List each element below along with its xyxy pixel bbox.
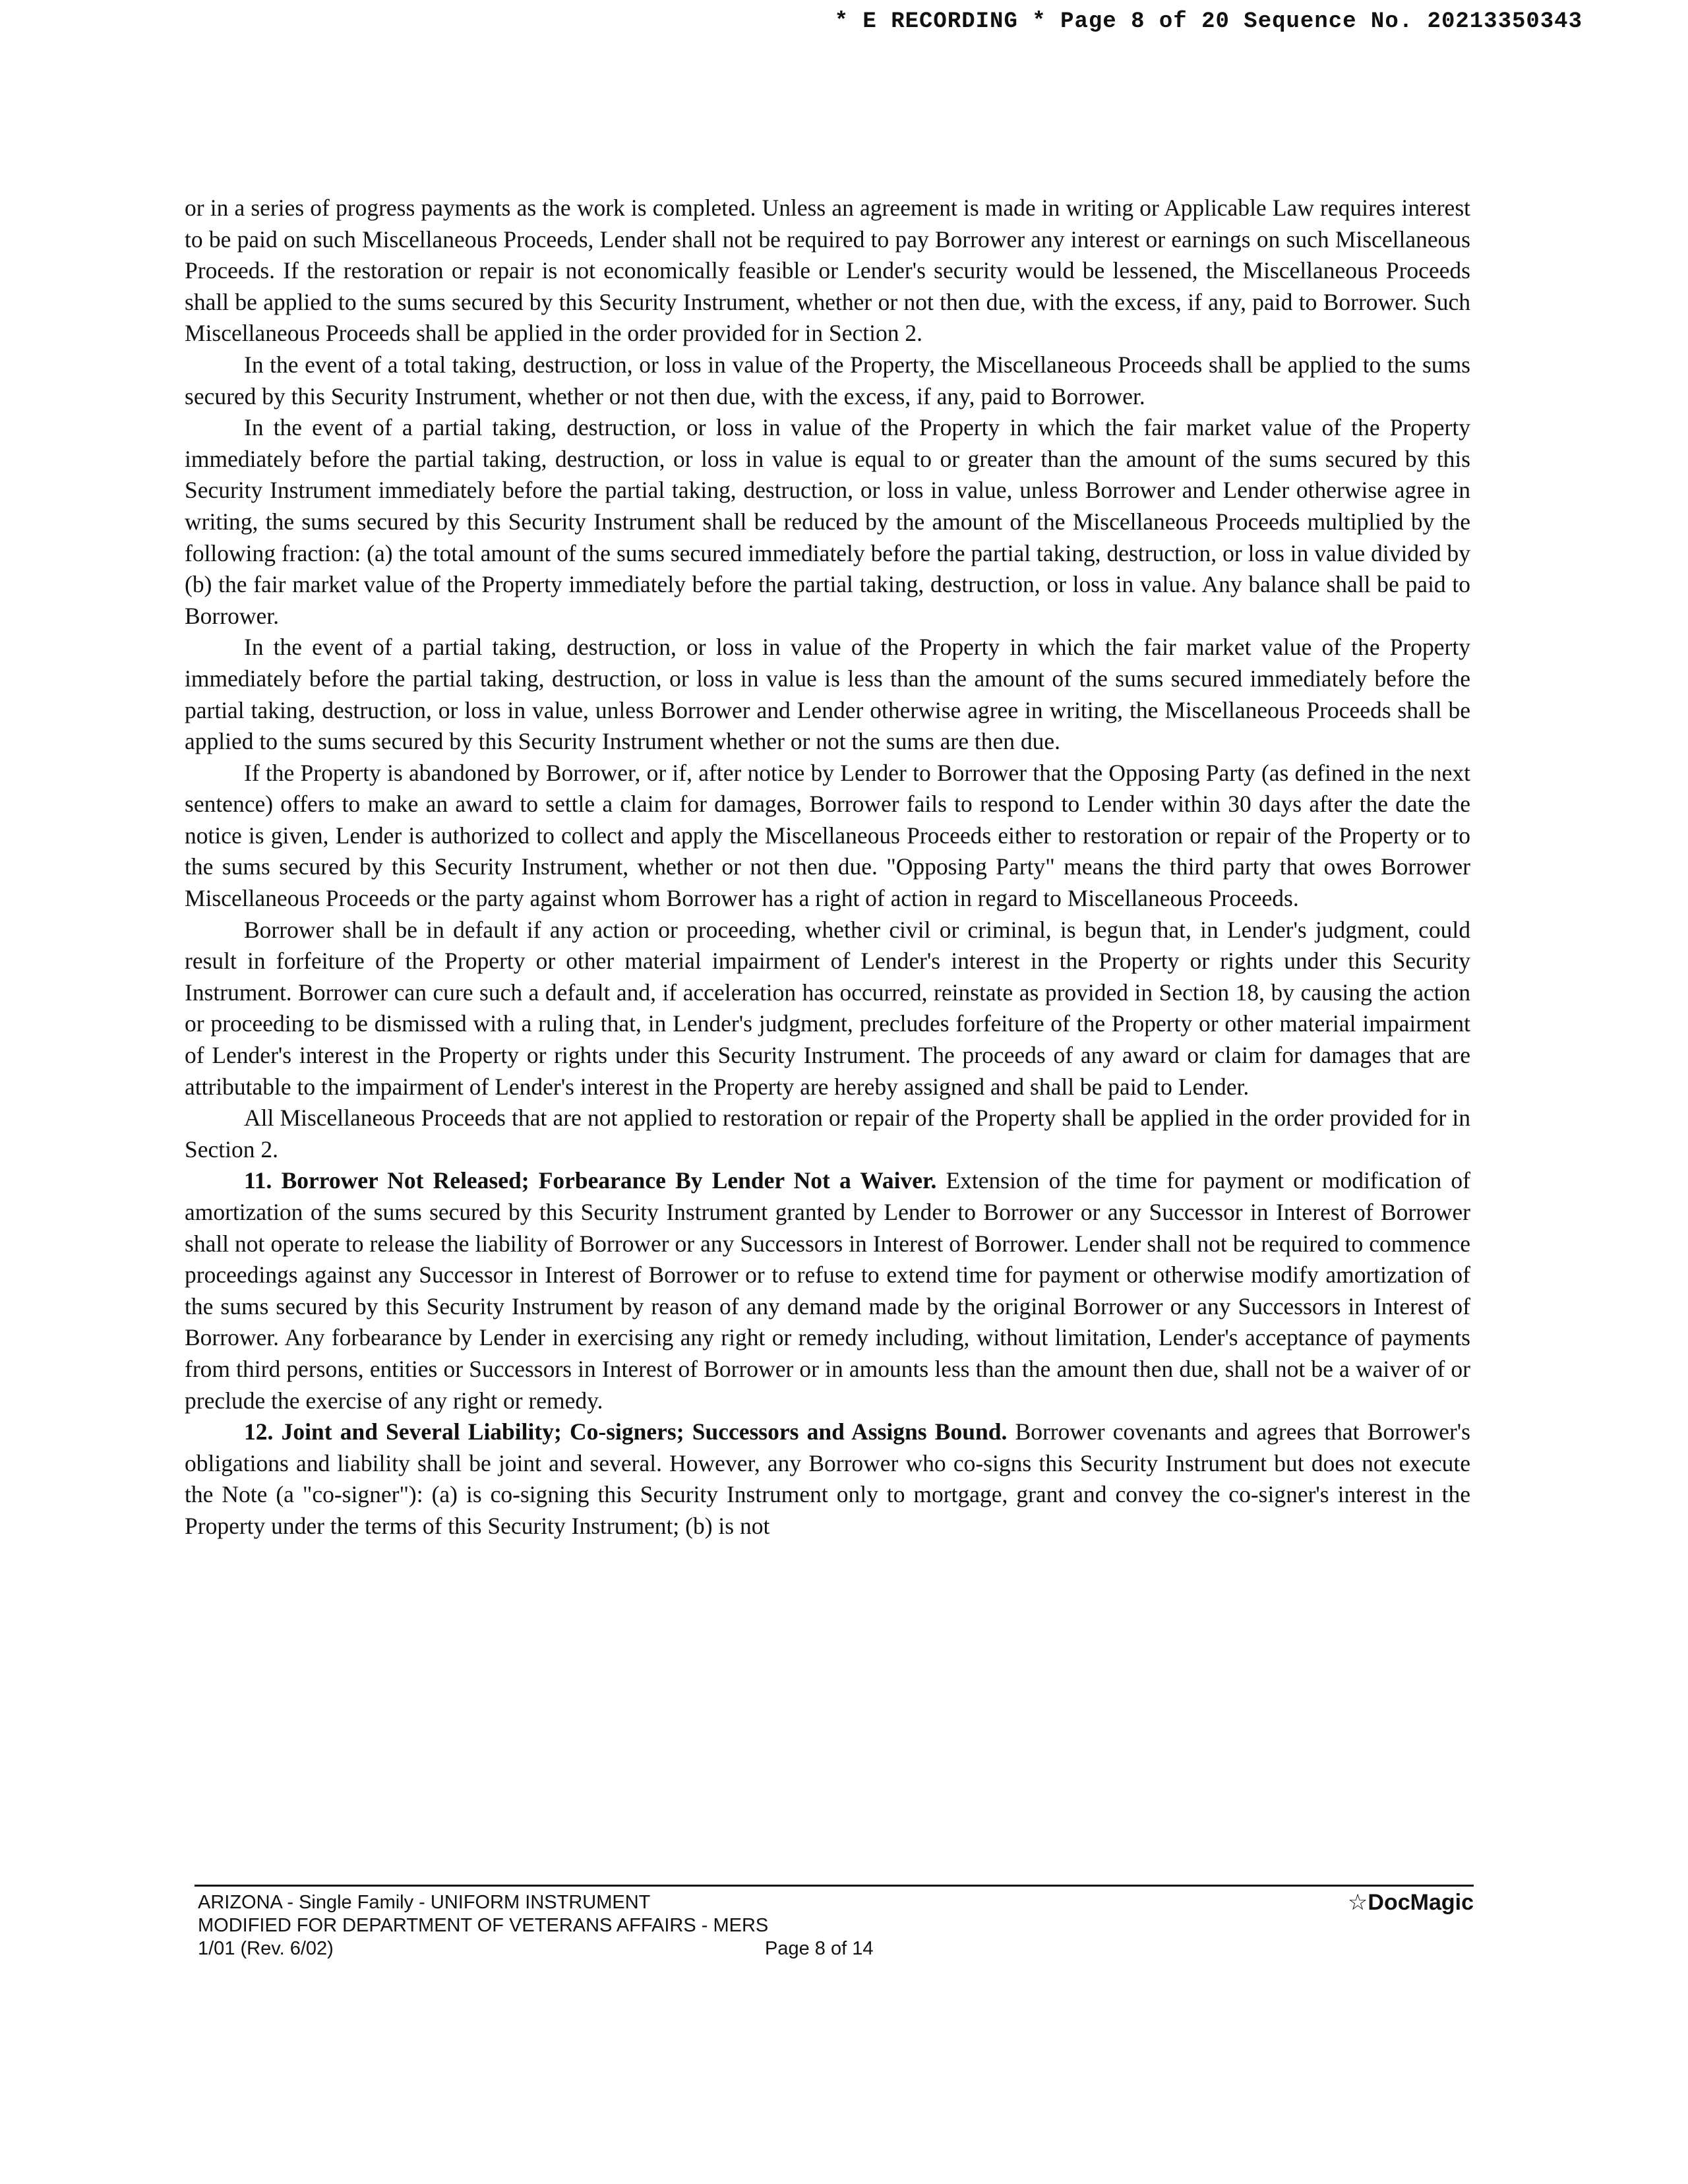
section-11-heading: 11. Borrower Not Released; Forbearance By Lender Not a Waiver. [244,1167,937,1194]
docmagic-logo [1348,1891,1474,1914]
paragraph-remaining-proceeds: All Miscellaneous Proceeds that are not applied to restoration or repair of the Property shall be applied in the order provided for in Section 2. [185,1105,1470,1163]
section-12-heading: 12. Joint and Several Liability; Co-signers; Successors and Assigns Bound. [244,1418,1008,1445]
footer-form-line-1: ARIZONA - Single Family - UNIFORM INSTRUMENT [198,1892,651,1913]
footer-form-line-3: 1/01 (Rev. 6/02) [198,1938,334,1959]
section-12 [185,1416,1470,1542]
paragraph-abandoned-property: If the Property is abandoned by Borrower, or if, after notice by Lender to Borrower that the Opposing Party (as defined in the next sentence) offers to make an award to settle a claim for damages, Borrower fails to respond to Lender within 30 days after the date the notice is given, Lender is authorized to collect and apply the Miscellaneous Proceeds either to restoration or repair of the Property or to the sums secured by this Security Instrument, whether or not then due. "Opposing Party" means the third party that owes Borrower Miscellaneous Proceeds or the party against whom Borrower has a right of action in regard to Miscellaneous Proceeds. [185,759,1470,912]
recording-stamp: * E RECORDING * Page 8 of 20 Sequence No. 20213350343 [834,9,1582,34]
footer-page-number: Page 8 of 14 [765,1938,874,1959]
section-11 [185,1165,1470,1416]
page-footer [198,1891,1474,1960]
footer-form-line-2: MODIFIED FOR DEPARTMENT OF VETERANS AFFAIRS - MERS [198,1915,769,1936]
section-12-text: Borrower covenants and agrees that Borrower's obligations and liability shall be joint and several. However, any Borrower who co-signs this Security Instrument but does not execute the Note (a "co-signer"): (a) is co-signing this Security Instrument only to mortgage, grant and convey the co-signer's interest in the Property under the terms of this Security Instrument; (b) is not [185,1418,1470,1539]
paragraph-partial-taking-less: In the event of a partial taking, destruction, or loss in value of the Property in which the fair market value of the Property immediately before the partial taking, destruction, or loss in value is less than the amount of the sums secured immediately before the partial taking, destruction, or loss in value, unless Borrower and Lender otherwise agree in writing, the Miscellaneous Proceeds shall be applied to the sums secured by this Security Instrument whether or not the sums are then due. [185,634,1470,755]
section-11-text: Extension of the time for payment or modification of amortization of the sums secured by this Security Instrument granted by Lender to Borrower or any Successor in Interest of Borrower shall not operate to release the liability of Borrower or any Successors in Interest of Borrower. Lender shall not be required to commence proceedings against any Successor in Interest of Borrower or to refuse to extend time for payment or otherwise modify amortization of the sums secured by this Security Instrument by reason of any demand made by the original Borrower or any Successors in Interest of Borrower. Any forbearance by Lender in exercising any right or remedy including, without limitation, Lender's acceptance of payments from third persons, entities or Successors in Interest of Borrower or in amounts less than the amount then due, shall not be a waiver of or preclude the exercise of any right or remedy. [185,1167,1470,1414]
footer-divider [195,1885,1474,1887]
paragraph-total-taking: In the event of a total taking, destruction, or loss in value of the Property, the Miscellaneous Proceeds shall be applied to the sums secured by this Security Instrument, whether or not then due, with the excess, if any, paid to Borrower. [185,351,1470,410]
document-body [185,193,1470,1542]
paragraph-borrower-default: Borrower shall be in default if any action or proceeding, whether civil or criminal, is begun that, in Lender's judgment, could result in forfeiture of the Property or other material impairment of Lender's interest in the Property or rights under this Security Instrument. Borrower can cure such a default and, if acceleration has occurred, reinstate as provided in Section 18, by causing the action or proceeding to be dismissed with a ruling that, in Lender's judgment, precludes forfeiture of the Property or other material impairment of Lender's interest in the Property or rights under this Security Instrument. The proceeds of any award or claim for damages that are attributable to the impairment of Lender's interest in the Property are hereby assigned and shall be paid to Lender. [185,916,1470,1100]
paragraph-partial-taking-greater: In the event of a partial taking, destruction, or loss in value of the Property in which the fair market value of the Property immediately before the partial taking, destruction, or loss in value is equal to or greater than the amount of the sums secured by this Security Instrument immediately before the partial taking, destruction, or loss in value, unless Borrower and Lender otherwise agree in writing, the sums secured by this Security Instrument shall be reduced by the amount of the Miscellaneous Proceeds multiplied by the following fraction: (a) the total amount of the sums secured immediately before the partial taking, destruction, or loss in value divided by (b) the fair market value of the Property immediately before the partial taking, destruction, or loss in value. Any balance shall be paid to Borrower. [185,414,1470,629]
paragraph-continuation: or in a series of progress payments as the work is completed. Unless an agreement is made in writing or Applicable Law requires interest to be paid on such Miscellaneous Proceeds, Lender shall not be required to pay Borrower any interest or earnings on such Miscellaneous Proceeds. If the restoration or repair is not economically feasible or Lender's security would be lessened, the Miscellaneous Proceeds shall be applied to the sums secured by this Security Instrument, whether or not then due, with the excess, if any, paid to Borrower. Such Miscellaneous Proceeds shall be applied in the order provided for in Section 2. [185,195,1470,347]
docmagic-brand-text: DocMagic [1368,1890,1474,1915]
star-icon: ☆ [1347,1890,1368,1915]
